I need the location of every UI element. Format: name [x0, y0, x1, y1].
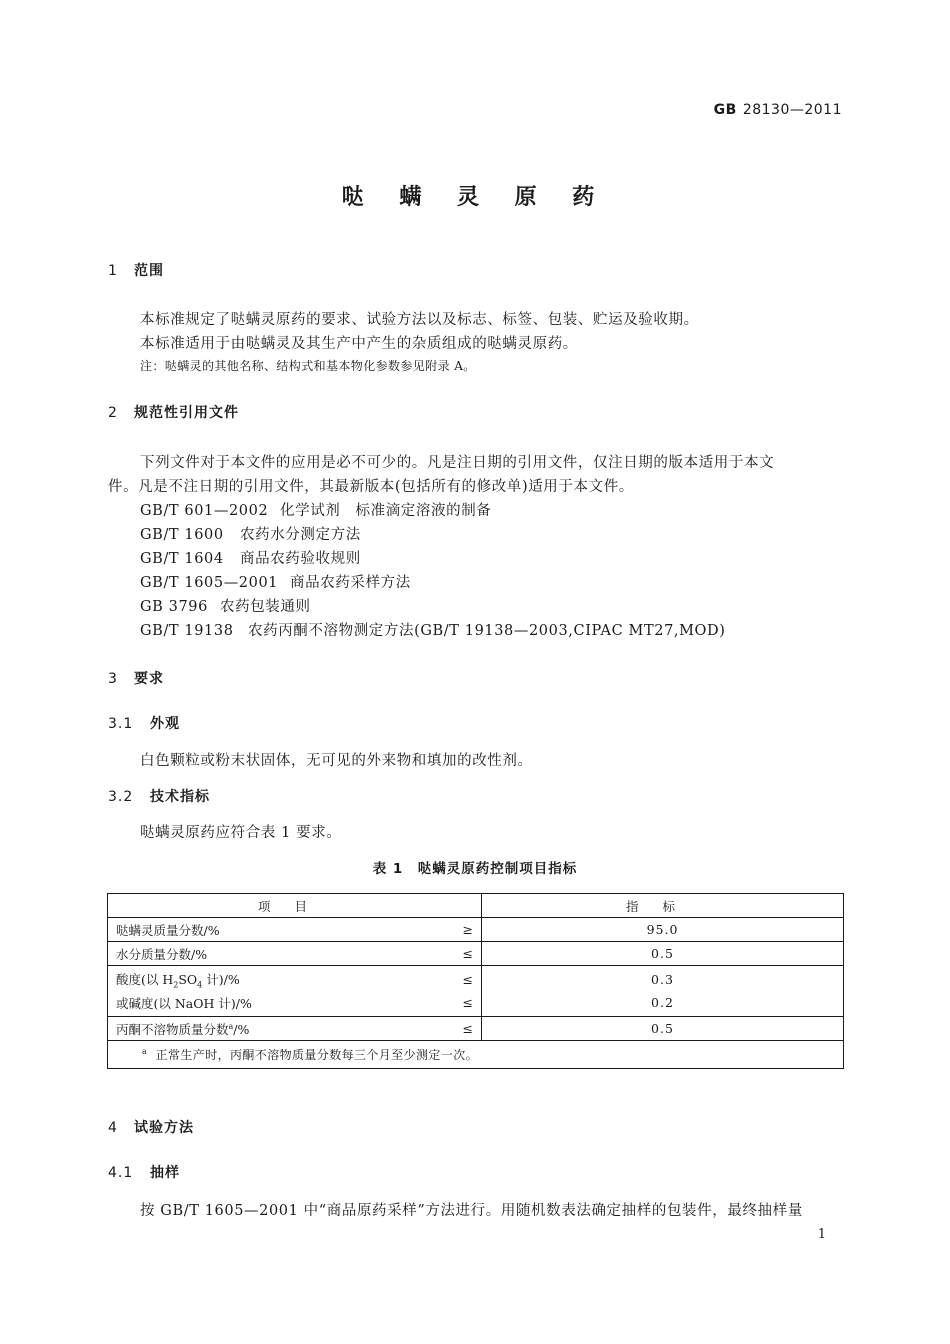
page-number: 1 — [817, 1227, 826, 1242]
operator: ≤ — [462, 995, 473, 1010]
document-title: 哒 螨 灵 原 药 — [341, 185, 609, 210]
table-row — [108, 966, 844, 1017]
table-header-row — [108, 894, 844, 918]
table-footnote-row — [108, 1041, 844, 1069]
reference-code: GB/T 601—2002 — [140, 503, 269, 519]
reference-name: 化学试剂 标准滴定溶液的制备 — [280, 503, 492, 519]
references-intro-line-2: 件。凡是不注日期的引用文件，其最新版本(包括所有的修改单)适用于本文件。 — [108, 479, 634, 495]
section-2-heading — [108, 402, 239, 422]
section-3-1-heading — [108, 713, 180, 733]
section-title: 规范性引用文件 — [134, 405, 239, 421]
item-value: 0.3 — [651, 972, 674, 987]
reference-code: GB/T 1604 — [140, 551, 224, 567]
standard-prefix: GB — [713, 102, 737, 118]
section-number: 3 — [108, 671, 118, 687]
scope-paragraph-1: 本标准规定了哒螨灵原药的要求、试验方法以及标志、标签、包装、贮运及验收期。 — [140, 312, 699, 328]
section-number: 2 — [108, 405, 118, 421]
item-value: 0.5 — [651, 1021, 674, 1036]
section-title: 试验方法 — [134, 1120, 194, 1136]
reference-name: 商品农药采样方法 — [290, 575, 411, 591]
reference-code: GB/T 1600 — [140, 527, 224, 543]
section-4-heading — [108, 1117, 194, 1137]
column-header-item: 项目 — [108, 894, 482, 918]
table-caption: 表 1 哒螨灵原药控制项目指标 — [372, 861, 578, 877]
table-row — [108, 1017, 844, 1041]
scope-paragraph-2: 本标准适用于由哒螨灵及其生产中产生的杂质组成的哒螨灵原药。 — [140, 336, 578, 352]
reference-code: GB/T 19138 — [140, 623, 234, 639]
section-title: 范围 — [134, 263, 164, 279]
reference-item — [140, 499, 491, 520]
appearance-paragraph: 白色颗粒或粉末状固体，无可见的外来物和填加的改性剂。 — [140, 753, 533, 769]
section-number: 1 — [108, 263, 118, 279]
reference-item — [140, 547, 361, 568]
item-value: 0.2 — [651, 995, 674, 1010]
section-number: 3.2 — [108, 789, 134, 805]
item-label: 或碱度(以 NaOH 计)/% — [116, 995, 252, 1011]
column-header-value: 指标 — [482, 894, 844, 918]
operator: ≤ — [462, 946, 473, 961]
reference-name: 农药丙酮不溶物测定方法(GB/T 19138—2003,CIPAC MT27,MOD) — [248, 623, 726, 639]
item-label: 水分质量分数/% — [116, 946, 208, 962]
table-footnote — [108, 1041, 844, 1069]
reference-code: GB 3796 — [140, 599, 208, 615]
section-3-heading — [108, 668, 164, 688]
section-number: 4.1 — [108, 1165, 134, 1181]
section-number: 3.1 — [108, 716, 134, 732]
scope-note: 注：哒螨灵的其他名称、结构式和基本物化参数参见附录 A。 — [140, 359, 476, 373]
sampling-paragraph: 按 GB/T 1605—2001 中“商品原药采样”方法进行。用随机数表法确定抽样的包装件，最终抽样量 — [140, 1203, 803, 1219]
reference-name: 农药水分测定方法 — [240, 527, 361, 543]
reference-item — [140, 523, 361, 544]
section-title: 要求 — [134, 671, 164, 687]
section-3-2-heading — [108, 786, 210, 806]
item-label: 酸度(以 $H_2SO_4$ 计)/% — [116, 971, 240, 990]
footnote-mark: a — [142, 1047, 148, 1056]
item-label: 哒螨灵质量分数/% — [116, 922, 220, 938]
table-row — [108, 918, 844, 942]
standard-number — [714, 102, 842, 118]
section-title: 外观 — [150, 716, 180, 732]
references-intro-line-1: 下列文件对于本文件的应用是必不可少的。凡是注日期的引用文件，仅注日期的版本适用于本文 — [140, 455, 775, 471]
item-label: 丙酮不溶物质量分数$^a$/% — [116, 1021, 250, 1037]
section-number: 4 — [108, 1120, 118, 1136]
table-row — [108, 942, 844, 966]
section-1-heading — [108, 260, 164, 280]
reference-code: GB/T 1605—2001 — [140, 575, 279, 591]
spec-table — [107, 893, 844, 1069]
reference-item — [140, 571, 411, 592]
section-title: 抽样 — [150, 1165, 180, 1181]
item-value: 0.5 — [651, 946, 674, 961]
section-4-1-heading — [108, 1162, 180, 1182]
item-value: 95.0 — [646, 922, 679, 937]
reference-name: 商品农药验收规则 — [240, 551, 361, 567]
operator: ≤ — [462, 1021, 473, 1036]
operator: ≤ — [462, 972, 473, 987]
footnote-text: 正常生产时，丙酮不溶物质量分数每三个月至少测定一次。 — [155, 1048, 479, 1062]
spec-paragraph: 哒螨灵原药应符合表 1 要求。 — [140, 825, 342, 841]
reference-item — [140, 619, 726, 640]
reference-item — [140, 595, 311, 616]
standard-code: 28130—2011 — [742, 102, 842, 118]
operator: ≥ — [462, 922, 473, 937]
section-title: 技术指标 — [150, 789, 210, 805]
reference-name: 农药包装通则 — [220, 599, 311, 615]
